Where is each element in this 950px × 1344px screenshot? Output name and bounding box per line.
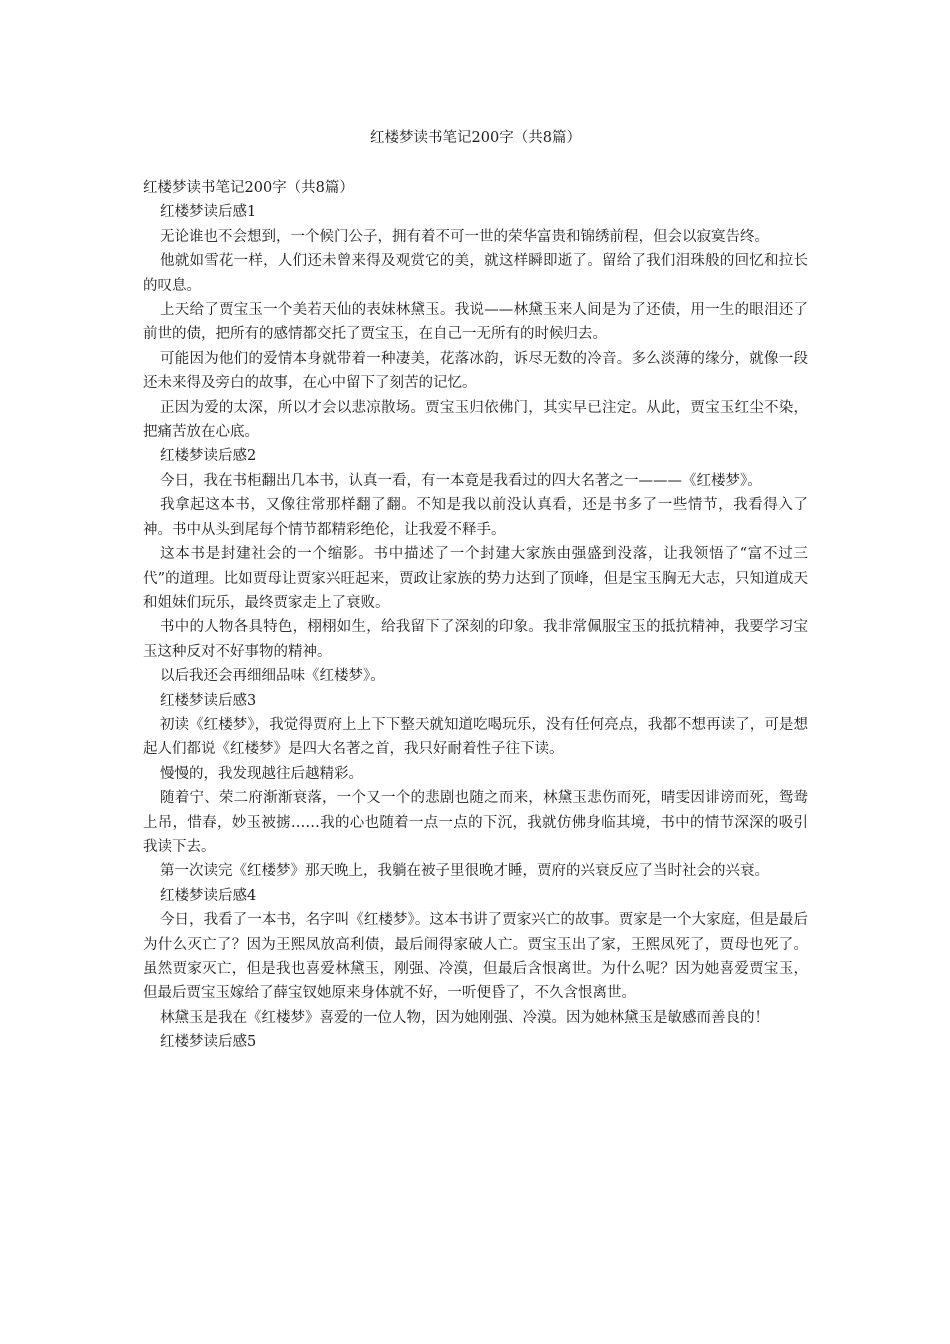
section-heading-5: 红楼梦读后感5 [160,1034,257,1051]
paragraph: 慢慢的，我发现越往后越精彩。 [160,765,363,782]
paragraph: 我拿起这本书，又像往常那样翻了翻。不知是我以前没认真看，还是书多了一些情节，我看得入了神。书中从头到尾每个情节都精彩绝伦，让我爱不释手。 [143,497,808,538]
paragraph: 他就如雪花一样，人们还未曾来得及观赏它的美，就这样瞬即逝了。留给了我们泪珠般的回忆和拉长的叹息。 [143,253,808,294]
paragraph: 以后我还会再细细品味《红楼梦》。 [160,668,385,685]
section-heading-1: 红楼梦读后感1 [160,204,257,221]
document-title: 红楼梦读书笔记200字（共8篇） [370,130,581,146]
paragraph: 今日，我看了一本书，名字叫《红楼梦》。这本书讲了贾家兴亡的故事。贾家是一个大家庭，但是最后为什么灭亡了？因为王熙凤放高利债，最后闹得家破人亡。贾宝玉出了家，王熙凤死了，贾母也死了。虽然贾家灭亡，但是我也喜爱林黛玉，刚强、冷漠，但最后含恨离世。为什么呢？因为她喜爱贾宝玉，但最后贾宝玉嫁给了薛宝钗她原来身体就不好，一听便昏了，不久含恨离世。 [143,912,808,1002]
paragraph: 书中的人物各具特色，栩栩如生，给我留下了深刻的印象。我非常佩服宝玉的抵抗精神，我要学习宝玉这种反对不好事物的精神。 [143,619,808,660]
paragraph: 上天给了贾宝玉一个美若天仙的表妹林黛玉。我说——林黛玉来人间是为了还债，用一生的眼泪还了前世的债，把所有的感情都交托了贾宝玉，在自己一无所有的时候归去。 [143,302,808,343]
paragraph: 第一次读完《红楼梦》那天晚上，我躺在被子里很晚才睡，贾府的兴衰反应了当时社会的兴衰。 [160,863,769,880]
paragraph: 初读《红楼梦》，我觉得贾府上上下下整天就知道吃喝玩乐，没有任何亮点，我都不想再读了，可是想起人们都说《红楼梦》是四大名著之首，我只好耐着性子往下读。 [143,716,808,758]
paragraph: 可能因为他们的爱情本身就带着一种凄美，花落冰韵，诉尽无数的冷音。多么淡薄的缘分，就像一段还未来得及旁白的故事，在心中留下了刻苦的记忆。 [143,350,808,392]
paragraph: 今日，我在书柜翻出几本书，认真一看，有一本竟是我看过的四大名著之一———《红楼梦》。 [160,472,762,489]
paragraph: 正因为爱的太深，所以才会以悲凉散场。贾宝玉归依佛门，其实早已注定。从此，贾宝玉红尘不染，把痛苦放在心底。 [143,399,808,441]
paragraph: 随着宁、荣二府渐渐衰落，一个又一个的悲剧也随之而来，林黛玉悲伤而死，晴雯因诽谤而死，鸳鸯上吊，惜春，妙玉被掳……我的心也随着一点一点的下沉，我就仿佛身临其境，书中的情节深深的吸引我读下去。 [143,790,808,855]
document-body [143,176,808,1055]
paragraph: 林黛玉是我在《红楼梦》喜爱的一位人物，因为她刚强、冷漠。因为她林黛玉是敏感而善良的！ [160,1009,769,1026]
paragraph: 无论谁也不会想到，一个候门公子，拥有着不可一世的荣华富贵和锦绣前程，但会以寂寞告终。 [160,228,769,245]
section-heading-2: 红楼梦读后感2 [160,448,257,465]
section-heading-3: 红楼梦读后感3 [160,692,257,709]
document-subtitle: 红楼梦读书笔记200字（共8篇） [143,180,354,196]
section-heading-4: 红楼梦读后感4 [160,887,257,904]
paragraph: 这本书是封建社会的一个缩影。书中描述了一个封建大家族由强盛到没落，让我领悟了“富不过三代”的道理。比如贾母让贾家兴旺起来，贾政让家族的势力达到了顶峰，但是宝玉胸无大志，只知道成天和姐妹们玩乐，最终贾家走上了衰败。 [143,546,808,611]
